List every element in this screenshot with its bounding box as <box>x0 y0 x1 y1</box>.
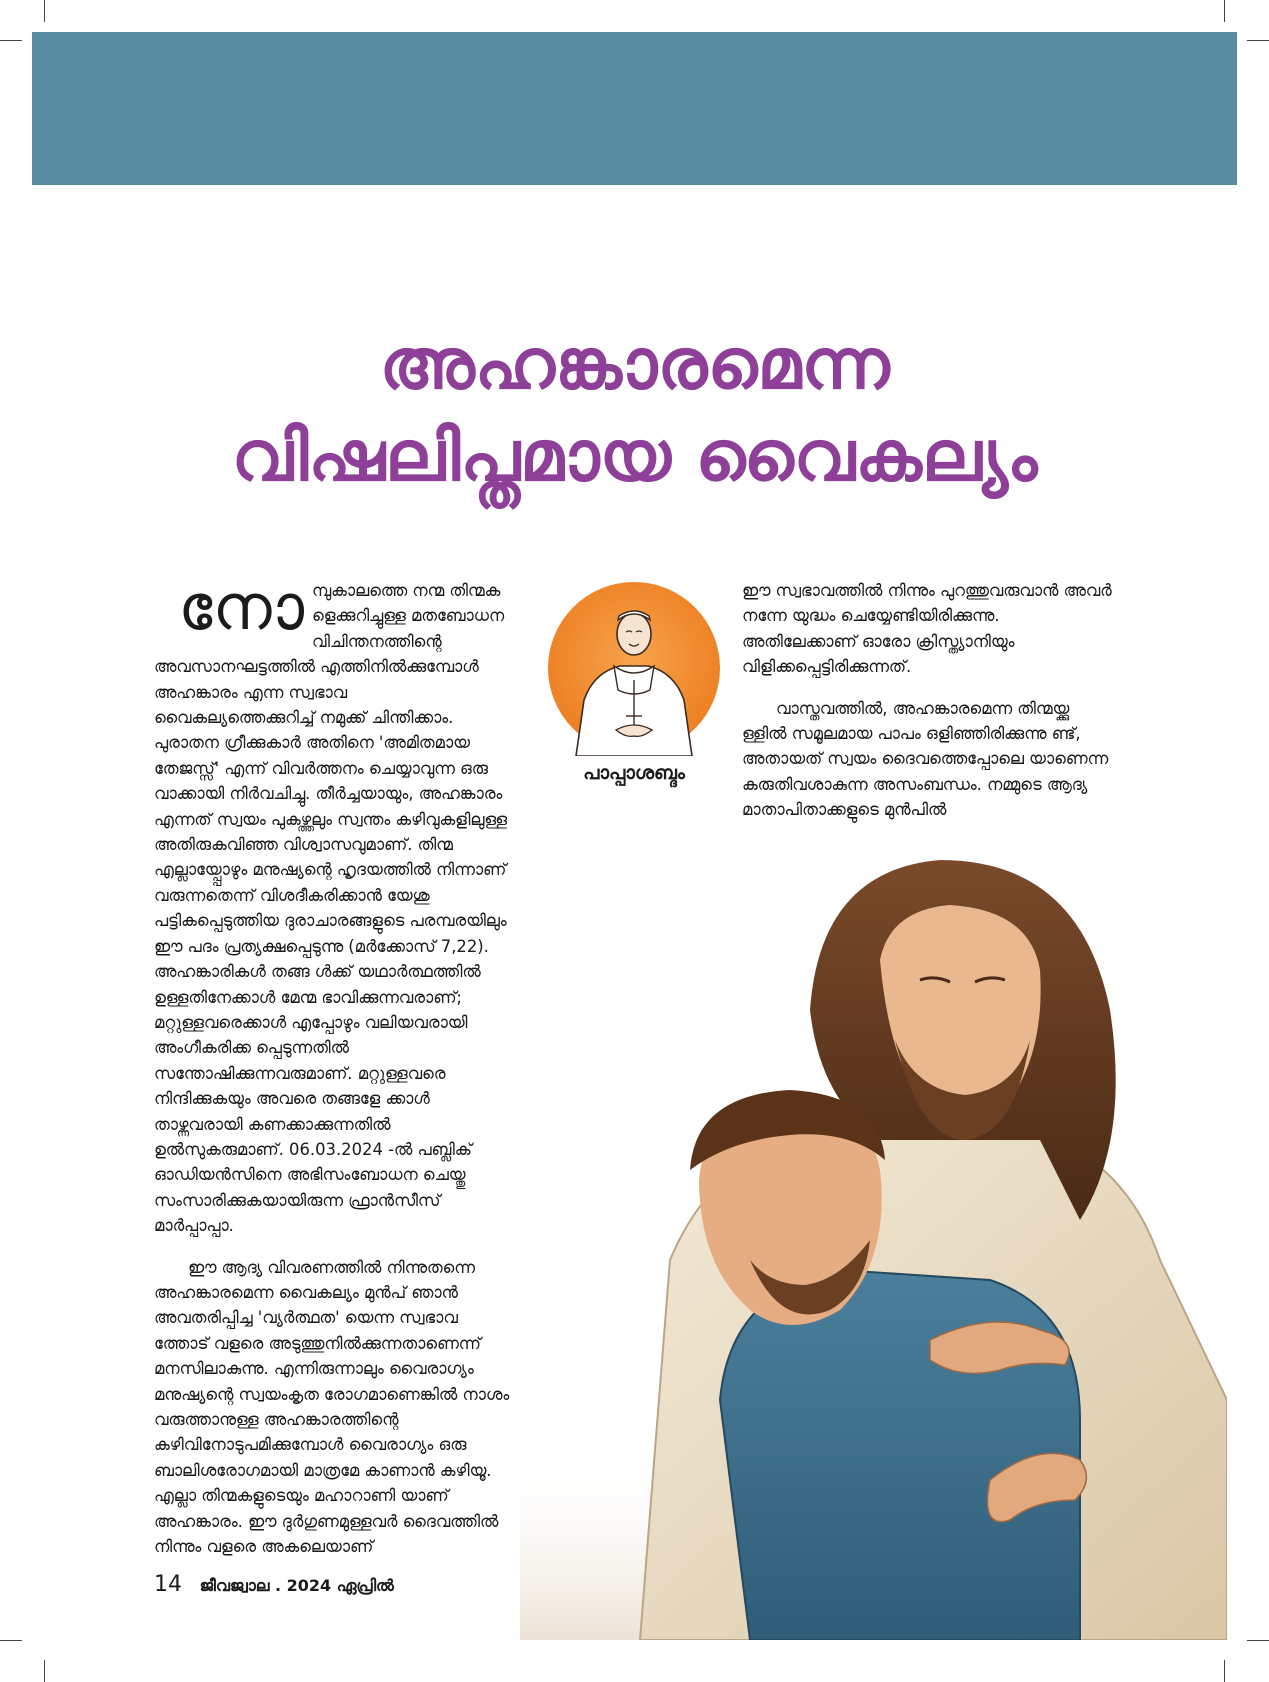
left-column <box>154 571 512 1575</box>
paragraph: വാസ്തവത്തിൽ, അഹങ്കാരമെന്ന തിന്മയ്ക്കു ള്ളിൽ സമൂലമായ പാപം ഒളിഞ്ഞിരിക്കുന്നു ണ്ട്, അതായത് സ്വയം ദൈവത്തെപ്പോലെ യാണെന്ന കരുതിവശാകുന്ന അസംബന്ധം. നമ്മുടെ ആദ്യ മാതാപിതാക്കളുടെ മുൻപിൽ <box>742 698 1109 820</box>
paragraph: ഈ ആദ്യ വിവരണത്തിൽ നിന്നുതന്നെ അഹങ്കാരമെന്ന വൈകല്യം മുൻപ് ഞാൻ അവതരിപ്പിച്ച 'വ്യർത്ഥത' യെന്ന സ്വഭാവ ത്തോട് വളരെ അടുത്തുനിൽക്കുന്നതാണെന്ന് മനസിലാകുന്നു. എന്നിരുന്നാലും വൈരാഗ്യം മനുഷ്യന്റെ സ്വയംകൃത രോഗമാണെങ്കിൽ നാശം വരുത്താനുള്ള അഹങ്കാരത്തിന്റെ കഴിവിനോടുപമിക്കുമ്പോൾ വൈരാഗ്യം ഒരു ബാലിശരോഗമായി മാത്രമേ കാണാൻ കഴിയൂ. എല്ലാ തിന്മകളുടെയും മഹാറാണി യാണ് അഹങ്കാരം. ഈ ദുർഗുണമുള്ളവർ ദൈവത്തിൽ നിന്നും വളരെ അകലെയാണ് <box>154 1257 510 1557</box>
badge-caption: പാപ്പാശബ്ദം <box>583 762 685 784</box>
crop-mark <box>1247 1640 1269 1641</box>
crop-mark <box>1224 0 1225 22</box>
crop-mark <box>1247 40 1269 41</box>
crop-mark <box>44 0 45 22</box>
crop-mark <box>0 40 22 41</box>
crop-mark <box>44 1660 45 1682</box>
title-line-2: വിഷലിപ്തമായ വൈകല്യം <box>231 415 1038 497</box>
crop-mark <box>0 1640 22 1641</box>
header-banner <box>32 32 1237 185</box>
embrace-image <box>520 840 1227 1640</box>
pope-voice-badge <box>546 580 722 784</box>
pope-portrait-icon <box>546 580 722 756</box>
paragraph: ഈ സ്വഭാവത്തിൽ നിന്നും പുറത്തുവരുവാൻ അവർ നന്നേ യുദ്ധം ചെയ്യേണ്ടിയിരിക്കുന്നു. അതിലേക്കാണ് ഓരോ ക്രിസ്ത്യാനിയും വിളിക്കപ്പെട്ടിരിക്കുന്നത്. <box>742 581 1112 677</box>
title-line-1: അഹങ്കാരമെന്ന <box>379 323 890 405</box>
page-footer <box>154 1572 394 1597</box>
page-number: 14 <box>154 1572 182 1597</box>
paragraph-text: മ്പുകാലത്തെ നന്മ തിന്മക ളെക്കുറിച്ചുള്ള മതബോധന വിചിന്തനത്തിന്റെ അവസാനഘട്ടത്തിൽ എത്തിനിൽക്കുമ്പോൾ അഹങ്കാരം എന്ന സ്വഭാവ വൈകല്യത്തെക്കുറിച്ച് നമുക്ക് ചിന്തിക്കാം. പുരാതന ഗ്രീക്കുകാർ അതിനെ 'അമിതമായ തേജസ്സ്' എന്ന് വിവർത്തനം ചെയ്യാവുന്ന ഒരു വാക്കായി നിർവചിച്ചു. തീർച്ചയായും, അഹങ്കാരം എന്നത് സ്വയം പുകഴ്ത്തലും സ്വന്തം കഴിവുകളിലുള്ള അതിരുകവിഞ്ഞ വിശ്വാസവുമാണ്. തിന്മ എല്ലായ്പ്പോഴും മനുഷ്യന്റെ ഹൃദയത്തിൽ നിന്നാണ് വരുന്നതെന്ന് വിശദീകരിക്കാൻ യേശു പട്ടികപ്പെടുത്തിയ ദുരാചാരങ്ങളുടെ പരമ്പരയിലും ഈ പദം പ്രത്യക്ഷപ്പെടുന്നു (മർക്കോസ് 7,22). അഹങ്കാരികൾ തങ്ങ ൾക്ക് യഥാർത്ഥത്തിൽ ഉള്ളതിനേക്കാൾ മേന്മ ഭാവിക്കുന്നവരാണ്; മറ്റുള്ളവരെക്കാൾ എപ്പോഴും വലിയവരായി അംഗീകരിക്ക പ്പെടുന്നതിൽ സന്തോഷിക്കുന്നവരുമാണ്. മറ്റുള്ളവരെ നിന്ദിക്കുകയും അവരെ തങ്ങളേ ക്കാൾ താഴ്ന്നവരായി കണക്കാക്കുന്നതിൽ ഉൽസുകരുമാണ്. 06.03.2024 -ൽ പബ്ലിക് ഓഡിയൻസിനെ അഭിസംബോധന ചെയ്തു സംസാരിക്കുകയായിരുന്ന ഫ്രാൻസീസ് മാർപ്പാപ്പാ. <box>154 581 507 1236</box>
paragraph <box>154 571 512 1239</box>
article-title <box>60 318 1209 502</box>
embrace-illustration <box>520 840 1227 1640</box>
right-column <box>742 578 1118 839</box>
crop-mark <box>1224 1660 1225 1682</box>
publication-info: ജീവജ്വാല . 2024 ഏപ്രിൽ <box>199 1576 394 1595</box>
drop-cap: നോ <box>178 571 305 645</box>
